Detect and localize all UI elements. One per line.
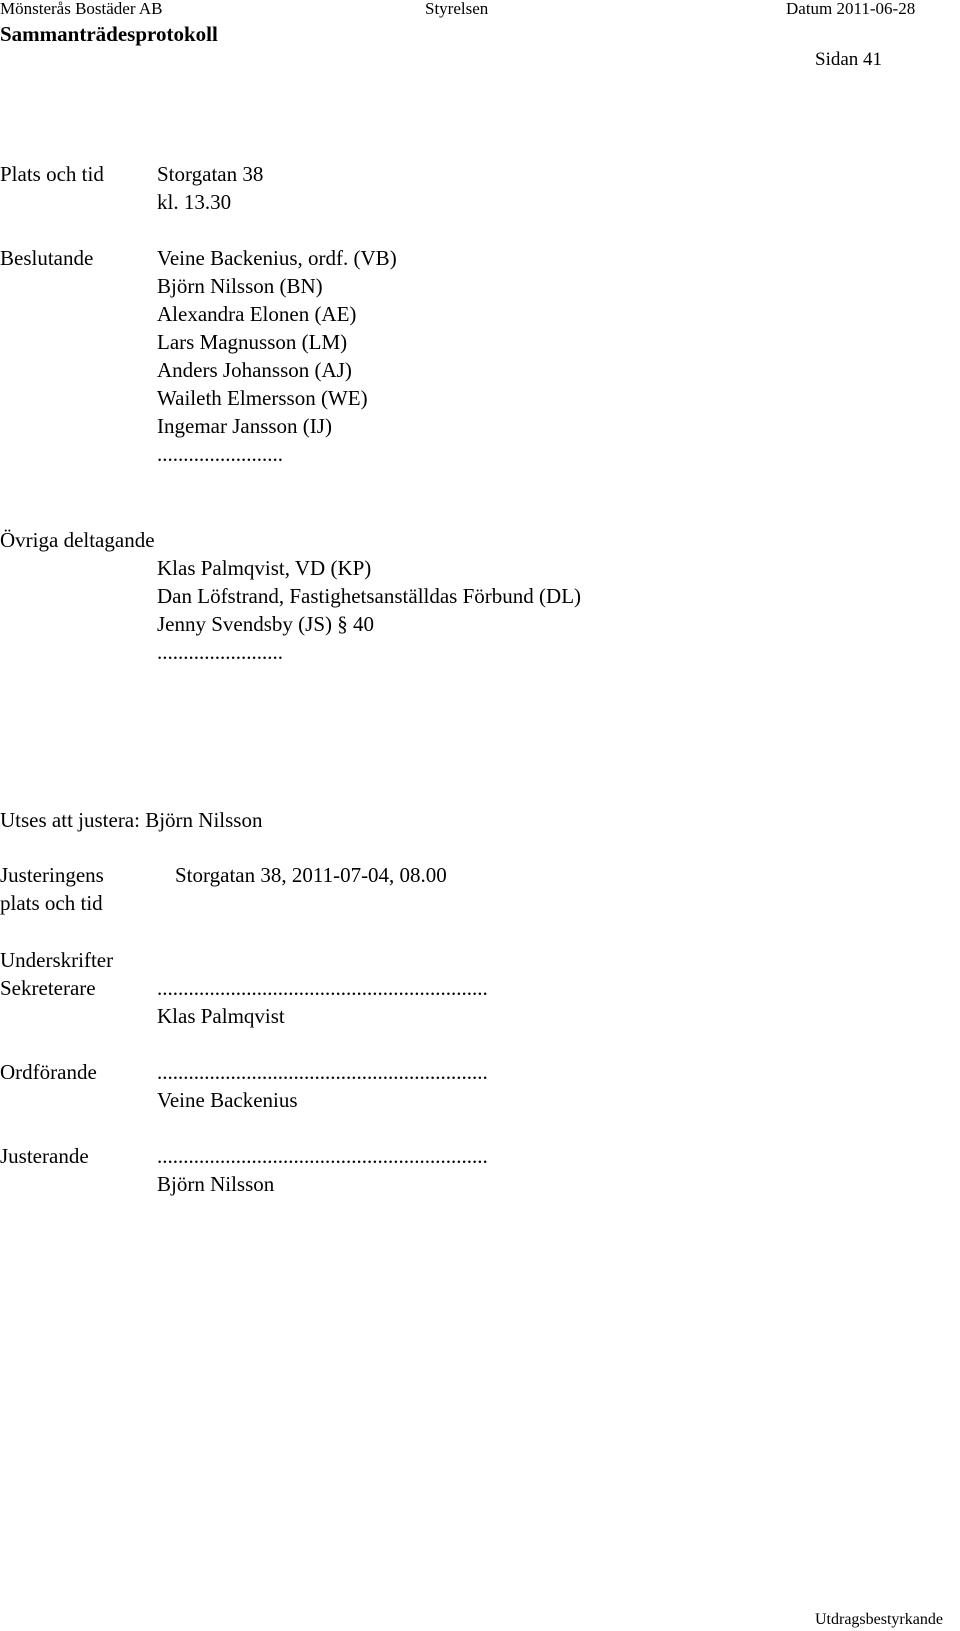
document-date: Datum 2011-06-28: [786, 0, 916, 18]
signature-role-secretary: Sekreterare: [0, 976, 96, 1000]
company-name: Mönsterås Bostäder AB: [0, 0, 163, 18]
footer-certification: Utdragsbestyrkande: [815, 1611, 943, 1628]
signature-line: ...............................................................: [157, 1144, 488, 1168]
page-number: Sidan 41: [815, 49, 883, 70]
adjuster-text: Utses att justera: Björn Nilsson: [0, 808, 263, 832]
adjusting-value: Storgatan 38, 2011-07-04, 08.00: [175, 863, 447, 887]
deciding-member: Ingemar Jansson (IJ): [157, 414, 332, 438]
signature-line: ...............................................................: [157, 1060, 488, 1084]
others-member: Jenny Svendsby (JS) § 40: [157, 612, 375, 636]
deciding-member: Anders Johansson (AJ): [157, 358, 352, 382]
deciding-member: Björn Nilsson (BN): [157, 274, 323, 298]
deciding-member: Waileth Elmersson (WE): [157, 386, 368, 410]
deciding-member: Alexandra Elonen (AE): [157, 302, 357, 326]
place-value: Storgatan 38: [157, 162, 264, 186]
time-value: kl. 13.30: [157, 190, 232, 214]
signatures-heading: Underskrifter: [0, 948, 114, 972]
others-label: Övriga deltagande: [0, 528, 155, 552]
adjusting-label-line2: plats och tid: [0, 891, 103, 915]
place-label: Plats och tid: [0, 162, 104, 186]
signature-role-adjuster: Justerande: [0, 1144, 89, 1168]
signature-name-adjuster: Björn Nilsson: [157, 1172, 275, 1196]
others-dots: ........................: [157, 640, 283, 664]
board-name: Styrelsen: [425, 0, 489, 18]
deciding-member: Lars Magnusson (LM): [157, 330, 348, 354]
deciding-label: Beslutande: [0, 246, 94, 270]
deciding-member: Veine Backenius, ordf. (VB): [157, 246, 397, 270]
document-title: Sammanträdesprotokoll: [0, 22, 218, 46]
adjusting-label-line1: Justeringens: [0, 863, 104, 887]
deciding-dots: ........................: [157, 442, 283, 466]
signature-line: ...............................................................: [157, 976, 488, 1000]
signature-name-secretary: Klas Palmqvist: [157, 1004, 285, 1028]
others-member: Klas Palmqvist, VD (KP): [157, 556, 372, 580]
signature-name-chair: Veine Backenius: [157, 1088, 298, 1112]
signature-role-chair: Ordförande: [0, 1060, 97, 1084]
others-member: Dan Löfstrand, Fastighetsanställdas Förbund (DL): [157, 584, 582, 608]
